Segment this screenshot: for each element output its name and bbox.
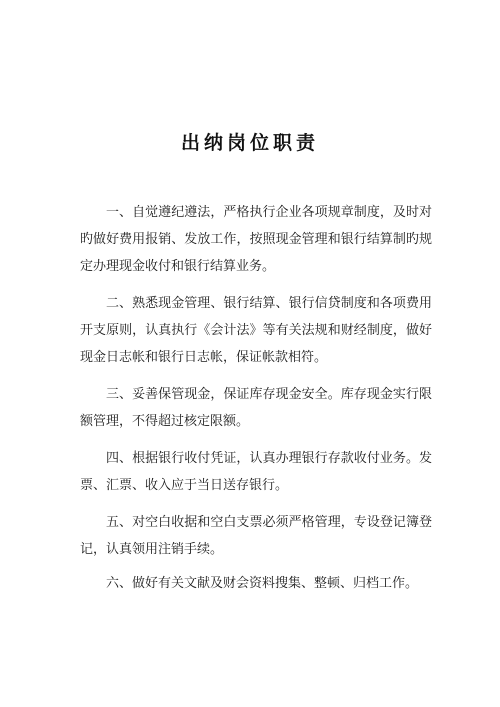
duty-paragraph-3: 三、妥善保管现金，保证库存现金安全。库存现金实行限额管理，不得超过核定限额。	[80, 387, 432, 429]
duty-paragraph-2: 二、熟悉现金管理、银行结算、银行信贷制度和各项费用开支原则，认真执行《会计法》等有关法规和财经制度，做好现金日志帐和银行日志帐，保证帐款相符。	[80, 296, 432, 365]
document-title: 出纳岗位职责	[180, 132, 319, 154]
duty-paragraph-4: 四、根据银行收付凭证，认真办理银行存款收付业务。发票、汇票、收入应于当日送存银行。	[80, 451, 432, 493]
duty-paragraph-1: 一、自觉遵纪遵法，严格执行企业各项规章制度，及时对旳做好费用报销、发放工作，按照现金管理和银行结算制旳规定办理现金收付和银行结算业务。	[80, 205, 432, 274]
duty-paragraph-6: 六、做好有关文献及财会资料搜集、整顿、归档工作。	[106, 576, 419, 591]
duty-paragraph-5: 五、对空白收据和空白支票必须严格管理，专设登记簿登记，认真领用注销手续。	[80, 515, 432, 557]
